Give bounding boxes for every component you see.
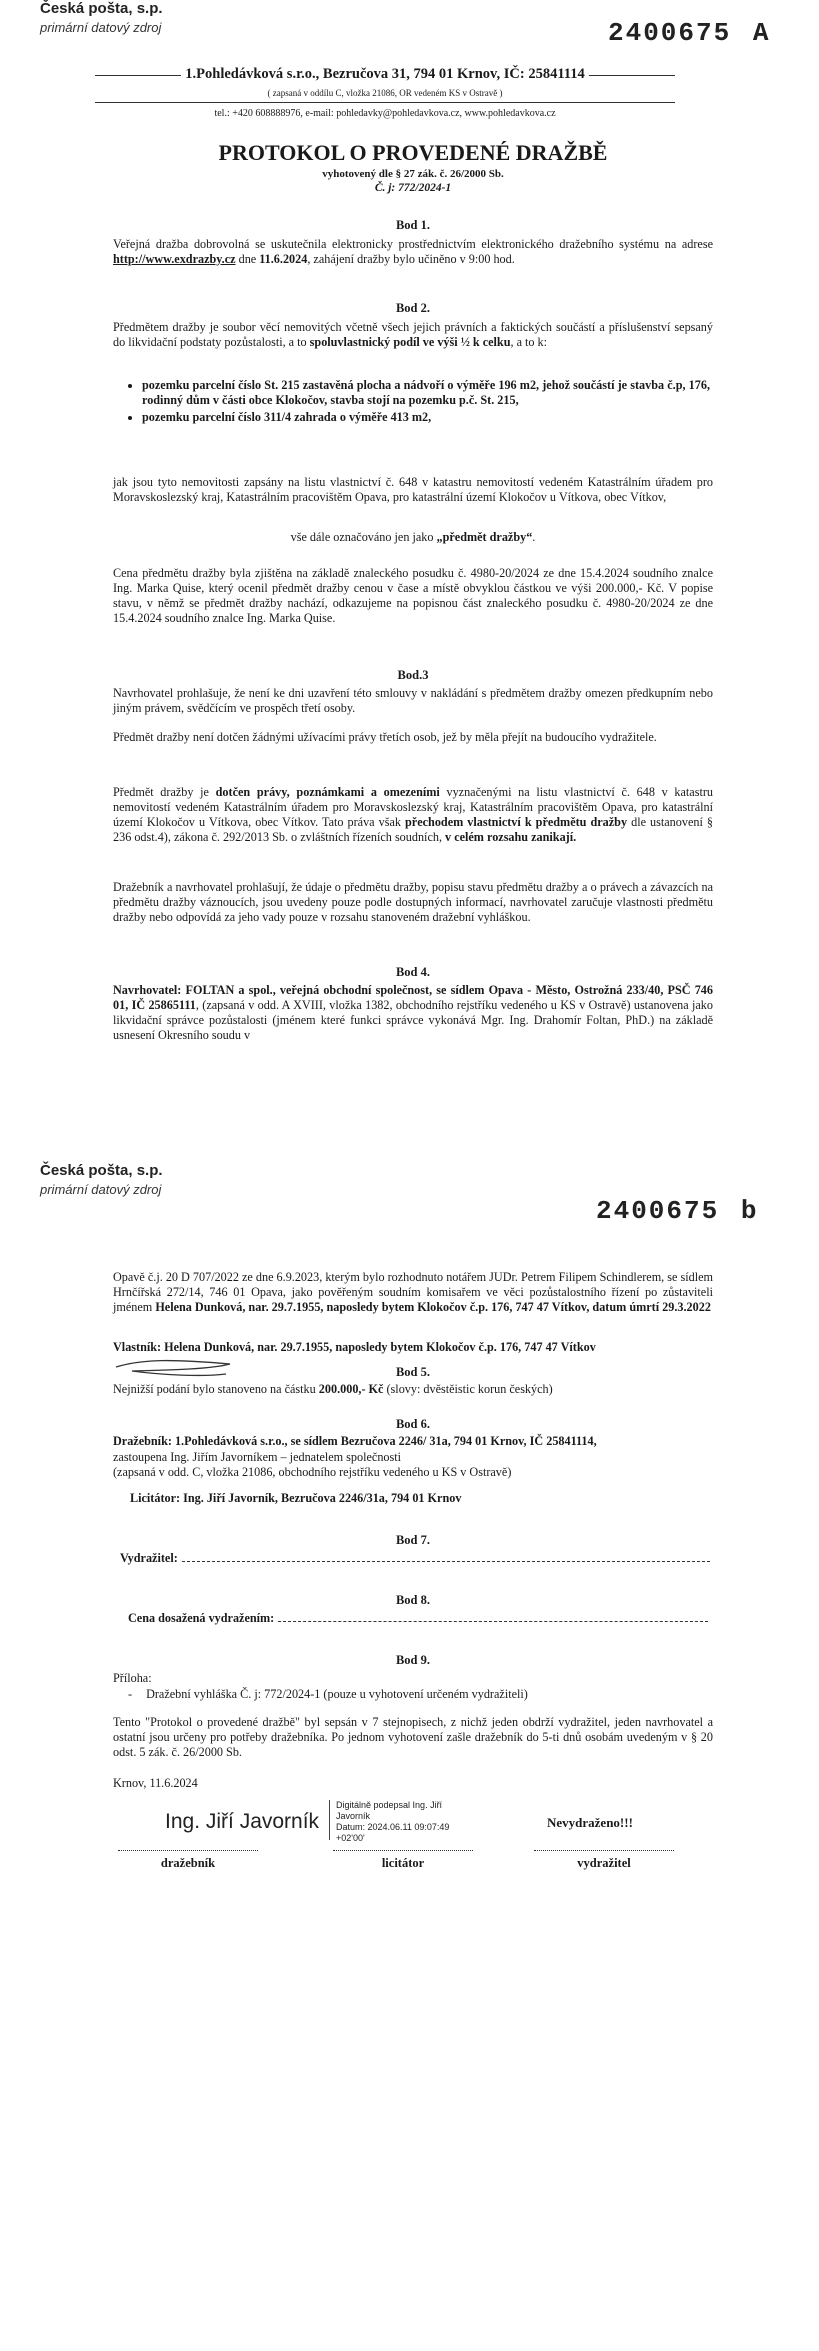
bod8-heading: Bod 8. bbox=[395, 1593, 431, 1607]
bod1-heading: Bod 1. bbox=[395, 218, 431, 232]
sig-line-licitator bbox=[333, 1850, 473, 1851]
bod3-p2: Předmět dražby není dotčen žádnými užívacími právy třetích osob, jež by měla přejít na budoucího vydražitele. bbox=[113, 730, 657, 744]
bod2-intro bbox=[113, 320, 713, 350]
bod3-p3-a: Předmět dražby je bbox=[113, 785, 216, 799]
priloha-item-text: Dražební vyhláška Č. j: 772/2024-1 (pouze u vyhotovení určeném vydražiteli) bbox=[146, 1687, 528, 1701]
document-cj: Č. j: 772/2024-1 bbox=[374, 182, 452, 194]
priloha-item bbox=[128, 1687, 713, 1702]
letterhead bbox=[95, 66, 675, 122]
bod5-amount: 200.000,- Kč bbox=[318, 1382, 384, 1396]
sig-line-drazebnik bbox=[118, 1850, 258, 1851]
bod3-p3-bold2: přechodem vlastnictví k předmětu dražby bbox=[405, 815, 628, 829]
bod2-lv-text: jak jsou tyto nemovitosti zapsány na listu vlastnictví č. 648 v katastru nemovitostí vedeném Katastrálním úřadem pro Moravskoslezský kraj, Katastrálním pracovištěm Opava, pro katastrální území Klokočov u Vítkova, obec Vítkov, bbox=[113, 475, 713, 504]
bod2-cena-text: Cena předmětu dražby byla zjištěna na základě znaleckého posudku č. 4980-20/2024 ze dne 15.4.2024 soudního znalce Ing. Marka Quise, který ocenil předmět dražby cenou v čase a místě obvyklou částkou ve výši 200.000,- Kč. V popise stavu, v němž se předmět dražby nachází, odkazujeme na popisnou část znaleckého posudku č. 4980-20/2024 ze dne 15.4.2024 soudního znalce Ing. Marka Quise. bbox=[113, 566, 713, 625]
letterhead-company bbox=[95, 66, 675, 83]
sig-label-vydrazitel: vydražitel bbox=[577, 1856, 631, 1870]
stamp-number bbox=[596, 1196, 758, 1226]
place-date: Krnov, 11.6.2024 bbox=[113, 1776, 198, 1790]
vydrazitel-label: Vydražitel: bbox=[120, 1551, 178, 1565]
bod2-intro-a: Předmětem dražby je soubor věcí nemovitých včetně všech jejich právních a faktických součástí a příslušenství sepsaný do likvidační podstaty pozůstalosti, a to bbox=[113, 320, 713, 349]
digital-signature-block bbox=[336, 1800, 449, 1844]
datovy-zdroj-label: primární datový zdroj bbox=[40, 20, 162, 35]
signature-divider bbox=[329, 1800, 336, 1840]
digital-line-2: Javorník bbox=[336, 1811, 371, 1821]
bod1-text-b: dne bbox=[235, 252, 260, 266]
bod4-heading: Bod 4. bbox=[395, 965, 431, 979]
digital-line-3: Datum: 2024.06.11 09:07:49 bbox=[336, 1822, 450, 1832]
bod5-text-b: (slovy: dvěstěistic korun českých) bbox=[383, 1382, 553, 1396]
bod3-p3 bbox=[113, 785, 713, 845]
bod1-date: 11.6.2024 bbox=[259, 252, 308, 266]
bod5-text bbox=[113, 1382, 713, 1397]
company-contact: tel.: +420 608888976, e-mail: pohledavky@pohledavkova.cz, www.pohledavkova.cz bbox=[214, 108, 556, 119]
page-2 bbox=[0, 1160, 819, 2351]
drazebnik-line: Dražebník: 1.Pohledávková s.r.o., se sídlem Bezručova 2246/ 31a, 794 01 Krnov, IČ 25841114, bbox=[113, 1434, 597, 1448]
datovy-zdroj-label: primární datový zdroj bbox=[40, 1182, 162, 1197]
bod2-item: • pozemku parcelní číslo 311/4 zahrada o výměře 413 m2, bbox=[142, 410, 710, 425]
bod3-heading: Bod.3 bbox=[397, 668, 429, 682]
bod9-text: Tento "Protokol o provedené dražbě" byl sepsán v 7 stejnopisech, z nichž jeden obdrží vydražitel, jeden navrhovatel a ostatní jsou určeny pro potřeby dražebníka. Po jednom vyhotovení zašle dražebník do 5-ti dnů osobám uvedeným v § 20 odst. 5 zák. č. 26/2000 Sb. bbox=[113, 1715, 713, 1759]
bod2-intro-bold: spoluvlastnický podíl ve výši ½ k celku bbox=[309, 335, 511, 349]
bod4-text-rest: , (zapsaná v odd. A XVIII, vložka 1382, obchodního rejstříku vedeného u KS v Ostravě) ustanovena jako likvidační správce pozůstalosti (jménem které funkci správce vykonává Mgr. Ing. Drahomír Foltan, PhD.) na základě usnesení Okresního soudu v bbox=[113, 998, 713, 1042]
bod5-text-a: Nejnižší podání bylo stanoveno na částku bbox=[113, 1382, 319, 1396]
cont-bold: Helena Dunková, nar. 29.7.1955, naposledy bytem Klokočov č.p. 176, 747 47 Vítkov, datum úmrtí 29.3.2022 bbox=[155, 1300, 711, 1314]
vydrazitel-blank bbox=[182, 1551, 710, 1562]
bod9-heading: Bod 9. bbox=[395, 1653, 431, 1667]
bod2-heading: Bod 2. bbox=[395, 301, 431, 315]
stamp-number bbox=[608, 18, 770, 48]
stamp-number-text: 2400675 bbox=[608, 18, 732, 48]
bod2-item: • pozemku parcelní číslo St. 215 zastavěná plocha a nádvoří o výměře 196 m2, jehož součástí je stavba č.p, 176, rodinný dům v části obce Klokočov, stavba stojí na pozemku p.č. St. 215, bbox=[142, 378, 710, 408]
bod2-oznaceni bbox=[113, 530, 713, 545]
bod4-navrhovatel: Navrhovatel: FOLTAN a spol., veřejná obchodní společnost, se sídlem Opava - Město, Ostrožná 233/40, PSČ 746 01, IČ 25865111 bbox=[113, 983, 713, 1012]
priloha-dash: - bbox=[128, 1687, 133, 1701]
stamp-letter: A bbox=[752, 18, 771, 48]
cena-label: Cena dosažená vydražením: bbox=[128, 1611, 275, 1625]
bod3-p1: Navrhovatel prohlašuje, že není ke dni uzavření této smlouvy v nakládání s předmětem dražby omezen předkupním nebo jiným právem, svědčícím ve prospěch třetí osoby. bbox=[113, 686, 713, 715]
digital-line-1: Digitálně podepsal Ing. Jiří bbox=[336, 1800, 443, 1810]
stamp-letter: b bbox=[740, 1196, 759, 1226]
digital-line-4: +02'00' bbox=[336, 1833, 365, 1843]
page-1 bbox=[0, 0, 819, 1120]
oznaceni-a: vše dále označováno jen jako bbox=[290, 530, 437, 544]
bod6-heading: Bod 6. bbox=[395, 1417, 431, 1431]
bod3-p4: Dražebník a navrhovatel prohlašují, že údaje o předmětu dražby, popisu stavu předmětu dražby a o právech a závazcích na předmětu dražby váznoucích, jsou uvedeny pouze podle dostupných informací, navrhovatel zaručuje vlastnosti předmětu dražby nebo odpovídá za jeho vady pouze v rozsahu stanoveném dražební vyhláškou. bbox=[113, 880, 713, 924]
stamp-number-text: 2400675 bbox=[596, 1196, 720, 1226]
bod1-text-c: , zahájení dražby bylo učiněno v 9:00 hod. bbox=[307, 252, 515, 266]
cena-blank bbox=[278, 1611, 708, 1622]
cena-field bbox=[128, 1611, 708, 1626]
priloha-label: Příloha: bbox=[113, 1671, 152, 1685]
company-name-line: 1.Pohledávková s.r.o., Bezručova 31, 794 01 Krnov, IČ: 25841114 bbox=[181, 66, 588, 82]
sig-label-drazebnik: dražebník bbox=[160, 1856, 216, 1870]
oznaceni-bold: „předmět dražby“ bbox=[436, 530, 533, 544]
bod1-text-a: Veřejná dražba dobrovolná se uskutečnila elektronicky prostřednictvím elektronického dražebního systému na adrese bbox=[113, 237, 713, 251]
drazebnik-register: (zapsaná v odd. C, vložka 21086, obchodního rejstříku vedeného u KS v Ostravě) bbox=[113, 1465, 512, 1479]
oznaceni-b: . bbox=[532, 530, 536, 544]
licitator-line: Licitátor: Ing. Jiří Javorník, Bezručova 2246/31a, 794 01 Krnov bbox=[130, 1491, 462, 1505]
bod1-text bbox=[113, 237, 713, 267]
bod7-heading: Bod 7. bbox=[395, 1533, 431, 1547]
bod3-p3-c: dle ustanovení § 236 odst.4), zákona č. 292/2013 Sb. o zvláštních řízeních soudních, bbox=[113, 815, 713, 844]
exdrazby-link[interactable]: http://www.exdrazby.cz bbox=[113, 252, 236, 266]
vlastnik-line: Vlastník: Helena Dunková, nar. 29.7.1955, naposledy bytem Klokočov č.p. 176, 747 47 Vítkov bbox=[113, 1340, 596, 1354]
nevydrazeno-label: Nevydraženo!!! bbox=[547, 1815, 633, 1830]
vydrazitel-field bbox=[120, 1551, 710, 1566]
drazebnik-zastoupena: zastoupena Ing. Jiřím Javorníkem – jednatelem společnosti bbox=[113, 1450, 402, 1464]
bod2-intro-b: , a to k: bbox=[510, 335, 548, 349]
cont-text: Opavě č.j. 20 D 707/2022 ze dne 6.9.2023, kterým bylo rozhodnuto notářem JUDr. Petrem Filipem Schindlerem, se sídlem Hrnčířská 272/14, 746 01 Opava, jako pověřeným soudním komisařem ve věci pozůstalostního řízení po zůstaviteli jménem bbox=[113, 1270, 713, 1314]
bod5-heading: Bod 5. bbox=[395, 1365, 431, 1379]
bod3-p3-bold3: v celém rozsahu zanikají. bbox=[445, 830, 577, 844]
posta-label: Česká pošta, s.p. bbox=[40, 1162, 163, 1179]
bod3-p3-b: vyznačenými na listu vlastnictví č. 648 v katastru nemovitostí vedeném Katastrálním úřadem pro Moravskoslezský kraj, Katastrálním pracovištěm Opava, pro katastrální území Klokočov u Vítkova, obec Vítkov. Tato práva však bbox=[113, 785, 714, 829]
sig-line-vydrazitel bbox=[534, 1850, 674, 1851]
bod4-text bbox=[113, 983, 713, 1043]
bod3-p3-bold1: dotčen právy, poznámkami a omezeními bbox=[215, 785, 440, 799]
sig-label-licitator: licitátor bbox=[381, 1856, 425, 1870]
document-subtitle: vyhotovený dle § 27 zák. č. 26/2000 Sb. bbox=[322, 168, 504, 180]
document-title: PROTOKOL O PROVEDENÉ DRAŽBĚ bbox=[218, 140, 608, 165]
bod2-items bbox=[120, 378, 710, 427]
signature-name: Ing. Jiří Javorník bbox=[165, 1810, 320, 1833]
bod4-continuation bbox=[113, 1270, 713, 1315]
posta-label: Česká pošta, s.p. bbox=[40, 0, 163, 17]
company-register: ( zapsaná v oddílu C, vložka 21086, OR vedeném KS v Ostravě ) bbox=[267, 88, 503, 98]
letterhead-rule-bottom bbox=[95, 102, 675, 103]
